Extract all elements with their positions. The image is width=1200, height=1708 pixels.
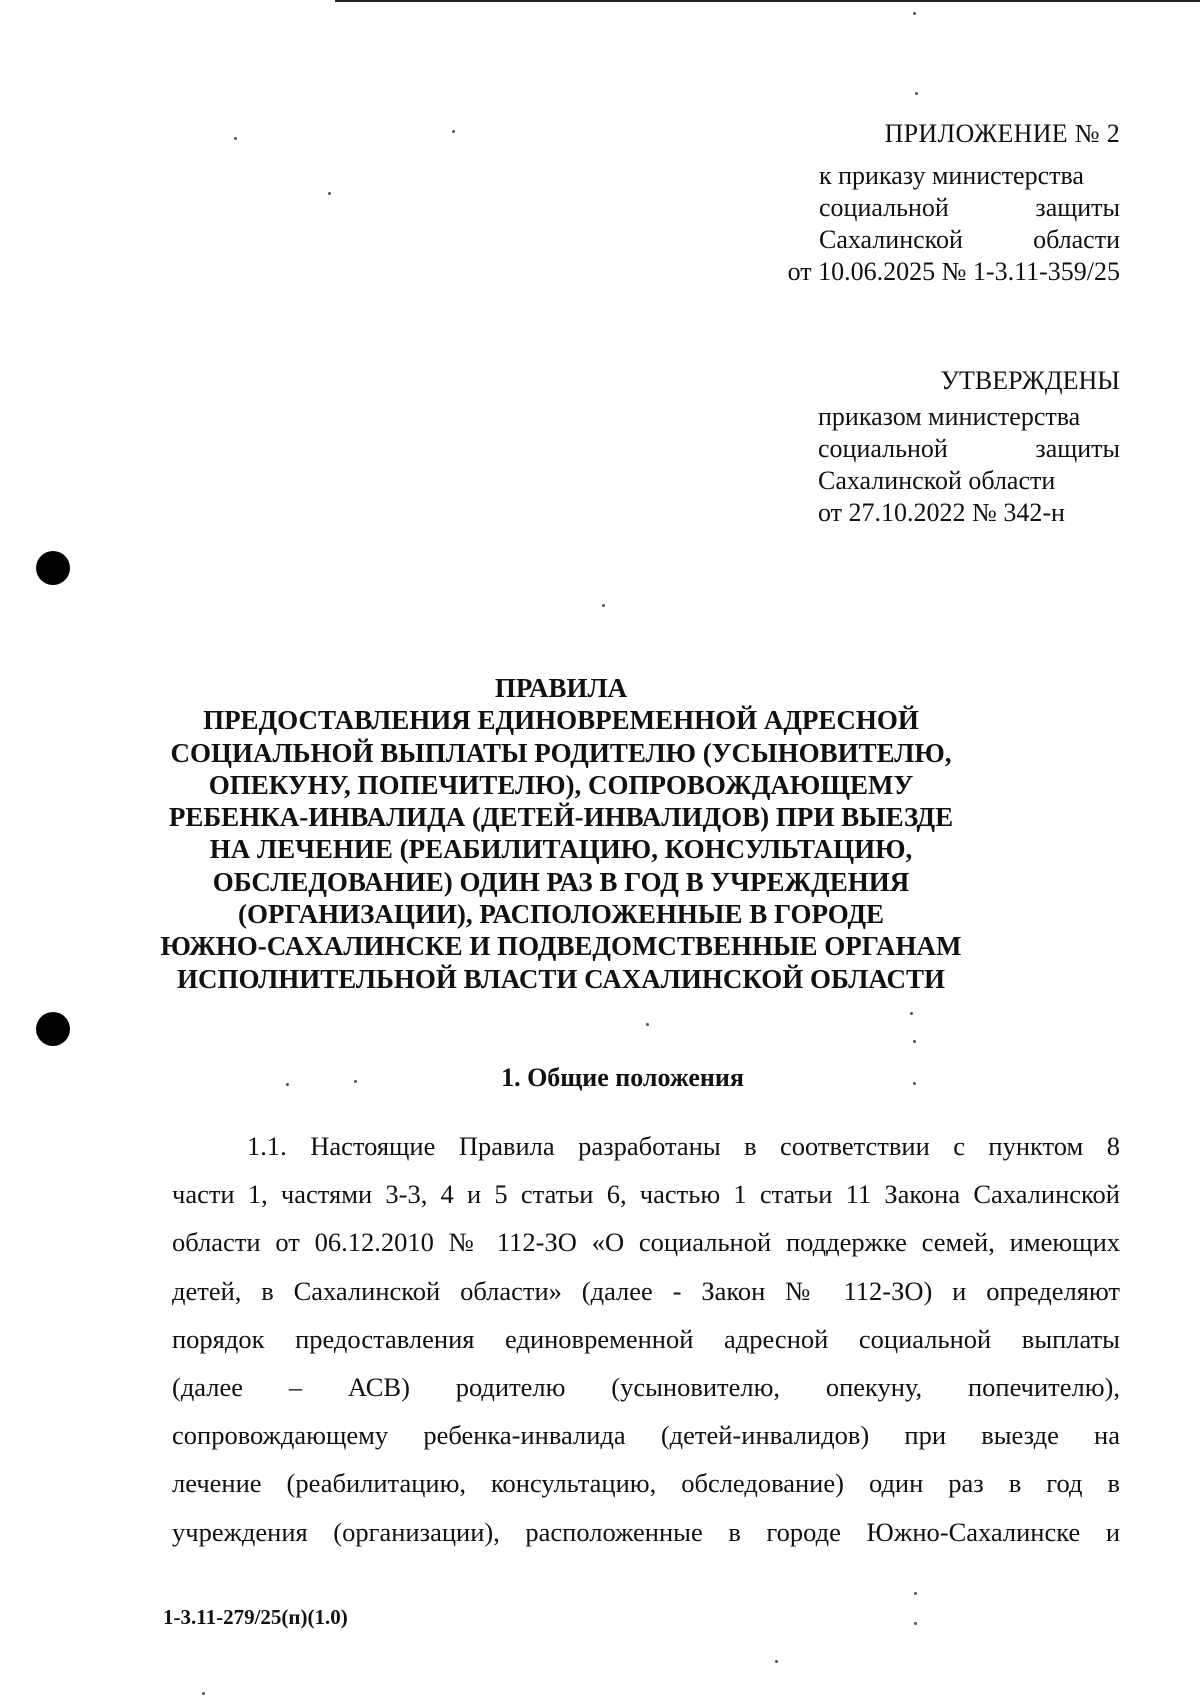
scan-speck bbox=[914, 1592, 917, 1595]
body-line: учреждения (организации), расположенные в городе Южно-Сахалинске и bbox=[172, 1516, 1120, 1547]
document-code: 1-3.11-279/25(п)(1.0) bbox=[163, 1605, 348, 1629]
rules-title-line: РЕБЕНКА-ИНВАЛИДА (ДЕТЕЙ-ИНВАЛИДОВ) ПРИ ВЫЕЗДЕ bbox=[168, 802, 954, 833]
body-line: части 1, частями 3-3, 4 и 5 статьи 6, частью 1 статьи 11 Закона Сахалинской bbox=[172, 1179, 1120, 1210]
body-paragraph bbox=[172, 1122, 1120, 1556]
rules-title-line: ПРЕДОСТАВЛЕНИЯ ЕДИНОВРЕМЕННОЙ АДРЕСНОЙ bbox=[203, 705, 919, 736]
rules-title-line: ПРАВИЛА bbox=[494, 673, 628, 703]
scan-speck bbox=[915, 92, 918, 95]
scan-speck bbox=[452, 130, 455, 133]
scan-speck bbox=[202, 1692, 205, 1695]
punch-hole-mark bbox=[36, 1012, 70, 1046]
annex-line: от 10.06.2025 № 1-3.11-359/25 bbox=[787, 257, 1120, 286]
approval-header bbox=[818, 365, 1120, 529]
body-line: сопровождающему ребенка-инвалида (детей-инвалидов) при выезде на bbox=[172, 1420, 1120, 1451]
annex-line: к приказу министерства bbox=[819, 161, 1084, 190]
rules-title-line: (ОРГАНИЗАЦИИ), РАСПОЛОЖЕННЫЕ В ГОРОДЕ bbox=[237, 899, 885, 930]
approval-line: от 27.10.2022 № 342-н bbox=[818, 498, 1065, 527]
annex-title: ПРИЛОЖЕНИЕ № 2 bbox=[884, 119, 1120, 148]
body-line: порядок предоставления единовременной адресной социальной выплаты bbox=[172, 1323, 1120, 1354]
rules-title bbox=[0, 672, 1122, 995]
approval-line: Сахалинской области bbox=[818, 466, 1056, 495]
annex-line: Сахалинской области bbox=[819, 225, 1120, 254]
scan-speck bbox=[775, 1660, 778, 1663]
rules-title-line: ОПЕКУНУ, ПОПЕЧИТЕЛЮ), СОПРОВОЖДАЮЩЕМУ bbox=[208, 769, 914, 800]
approval-title: УТВЕРЖДЕНЫ bbox=[940, 366, 1120, 395]
scan-top-edge bbox=[335, 0, 1200, 2]
approval-line: социальной защиты bbox=[818, 434, 1120, 463]
rules-title-line: ЮЖНО-САХАЛИНСКЕ И ПОДВЕДОМСТВЕННЫЕ ОРГАНАМ bbox=[160, 931, 962, 962]
scan-speck bbox=[910, 1012, 913, 1015]
body-line: 1.1. Настоящие Правила разработаны в соответствии с пунктом 8 bbox=[247, 1131, 1120, 1161]
annex-header bbox=[745, 118, 1120, 288]
scan-speck bbox=[646, 1023, 649, 1026]
body-line: области от 06.12.2010 № 112-ЗО «О социальной поддержке семей, имеющих bbox=[172, 1227, 1120, 1258]
approval-line: приказом министерства bbox=[818, 402, 1081, 431]
rules-title-line: ИСПОЛНИТЕЛЬНОЙ ВЛАСТИ САХАЛИНСКОЙ ОБЛАСТИ bbox=[176, 963, 946, 994]
section-heading: 1. Общие положения bbox=[501, 1063, 744, 1092]
rules-title-line: НА ЛЕЧЕНИЕ (РЕАБИЛИТАЦИЮ, КОНСУЛЬТАЦИЮ, bbox=[209, 834, 913, 865]
scan-speck bbox=[234, 137, 237, 140]
rules-title-line: СОЦИАЛЬНОЙ ВЫПЛАТЫ РОДИТЕЛЮ (УСЫНОВИТЕЛЮ, bbox=[170, 737, 952, 768]
scan-speck bbox=[913, 12, 916, 15]
annex-line: социальной защиты bbox=[819, 193, 1120, 222]
punch-hole-mark bbox=[36, 551, 70, 585]
body-line: лечение (реабилитацию, консультацию, обследование) один раз в год в bbox=[172, 1468, 1120, 1499]
body-line: детей, в Сахалинской области» (далее - Закон № 112-ЗО) и определяют bbox=[172, 1275, 1120, 1306]
scan-speck bbox=[328, 192, 331, 195]
scan-speck bbox=[914, 1622, 917, 1625]
scan-speck bbox=[913, 1040, 916, 1043]
rules-title-line: ОБСЛЕДОВАНИЕ) ОДИН РАЗ В ГОД В УЧРЕЖДЕНИЯ bbox=[212, 866, 910, 897]
body-line: (далее – АСВ) родителю (усыновителю, опекуну, попечителю), bbox=[172, 1372, 1120, 1403]
scan-speck bbox=[602, 604, 605, 607]
